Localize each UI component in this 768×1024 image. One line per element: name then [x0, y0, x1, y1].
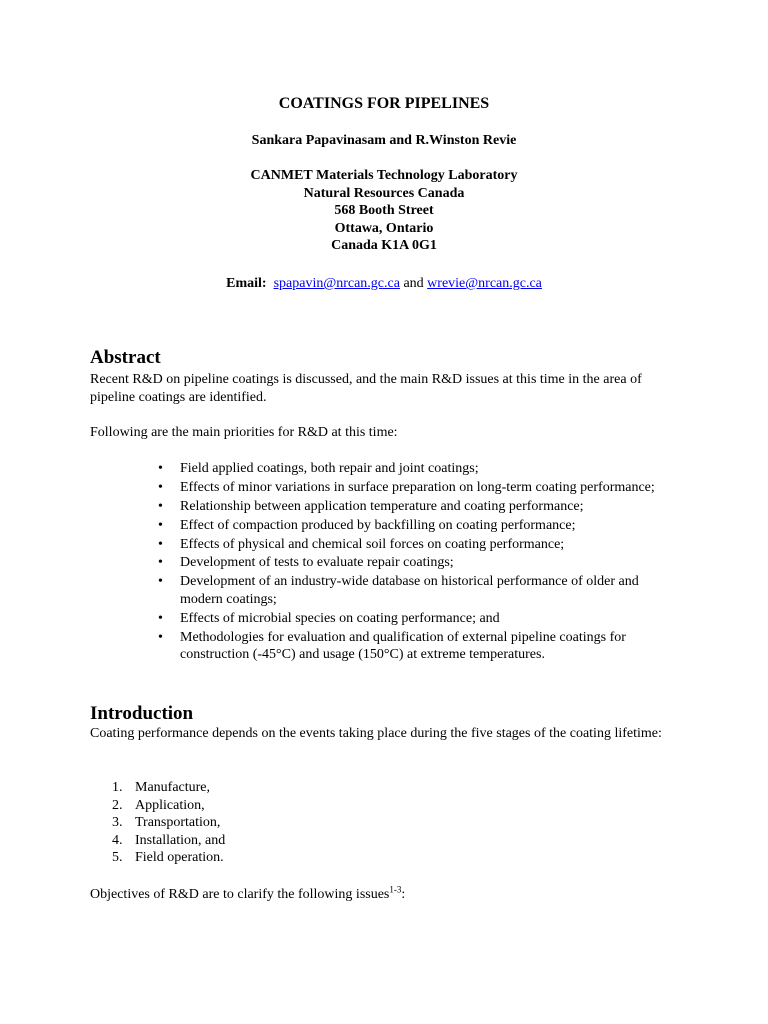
affiliation-block	[0, 167, 768, 255]
list-item-text: Effects of physical and chemical soil forces on coating performance;	[180, 536, 565, 552]
affiliation-line: Canada K1A 0G1	[331, 238, 437, 254]
list-item	[112, 814, 512, 832]
list-item-text: Development of an industry-wide database on historical performance of older and modern coatings;	[180, 574, 639, 607]
list-item-text: Effects of minor variations in surface preparation on long-term coating performance;	[180, 479, 655, 495]
list-item	[158, 536, 678, 554]
objectives-paragraph	[90, 886, 670, 904]
bullet-icon: •	[158, 536, 163, 552]
list-item-text: Effect of compaction produced by backfilling on coating performance;	[180, 517, 576, 533]
email-link-papavinasam[interactable]: spapavin@nrcan.gc.ca	[273, 276, 400, 291]
bullet-icon: •	[158, 610, 163, 626]
list-item-number: 3.	[112, 815, 123, 831]
list-item	[158, 629, 678, 664]
list-item	[158, 610, 678, 628]
list-item-text: Relationship between application temperature and coating performance;	[180, 498, 584, 514]
list-item	[158, 479, 678, 497]
list-item-number: 2.	[112, 797, 123, 813]
introduction-paragraph: Coating performance depends on the events taking place during the five stages of the coating lifetime:	[90, 726, 662, 741]
list-item-text: Field applied coatings, both repair and joint coatings;	[180, 461, 479, 476]
list-item	[158, 554, 678, 572]
objectives-colon: :	[401, 887, 406, 902]
bullet-icon: •	[158, 629, 163, 645]
affiliation-line: CANMET Materials Technology Laboratory	[250, 168, 518, 183]
list-item	[158, 460, 678, 478]
affiliation-line: Ottawa, Ontario	[334, 220, 434, 236]
list-item-text: Application,	[135, 797, 205, 813]
list-item-number: 4.	[112, 832, 123, 848]
list-item	[112, 832, 512, 850]
list-item-text: Methodologies for evaluation and qualification of external pipeline coatings for construction (-45°C) and usage (150°C) at extreme temperatures.	[180, 629, 626, 663]
bullet-icon: •	[158, 498, 163, 514]
email-link-revie[interactable]: wrevie@nrcan.gc.ca	[427, 276, 542, 291]
abstract-priorities-intro: Following are the main priorities for R&D at this time:	[90, 425, 398, 440]
list-item-text: Development of tests to evaluate repair coatings;	[180, 555, 454, 571]
bullet-icon: •	[158, 461, 163, 476]
list-item-number: 1.	[112, 780, 123, 795]
paper-title: COATINGS FOR PIPELINES	[278, 95, 490, 112]
list-item-text: Field operation.	[135, 850, 224, 866]
list-item	[112, 797, 512, 815]
list-item-text: Effects of microbial species on coating performance; and	[180, 610, 500, 626]
affiliation-line: Natural Resources Canada	[303, 185, 465, 201]
list-item	[158, 498, 678, 516]
list-item	[112, 849, 512, 867]
abstract-paragraph: Recent R&D on pipeline coatings is discussed, and the main R&D issues at this time in the area of pipeline coatings are identified.	[90, 372, 642, 405]
citation-superscript: 1-3	[389, 884, 402, 895]
list-item-text: Transportation,	[135, 815, 221, 831]
bullet-icon: •	[158, 479, 163, 495]
list-item-text: Manufacture,	[135, 780, 211, 795]
list-item-text: Installation, and	[135, 832, 226, 848]
introduction-heading: Introduction	[90, 703, 194, 724]
priorities-list	[158, 460, 678, 665]
affiliation-line: 568 Booth Street	[334, 203, 434, 219]
email-label: Email:	[226, 276, 267, 291]
email-line	[0, 275, 768, 293]
abstract-heading: Abstract	[90, 347, 161, 368]
authors-line: Sankara Papavinasam and R.Winston Revie	[251, 133, 517, 148]
bullet-icon: •	[158, 574, 163, 590]
list-item	[158, 573, 678, 608]
bullet-icon: •	[158, 555, 163, 571]
list-item-number: 5.	[112, 850, 123, 866]
list-item	[158, 517, 678, 535]
list-item	[112, 779, 512, 797]
bullet-icon: •	[158, 517, 163, 533]
objectives-text: Objectives of R&D are to clarify the following issues	[90, 887, 390, 902]
email-conjunction: and	[403, 276, 424, 291]
coating-stages-list	[112, 779, 512, 867]
